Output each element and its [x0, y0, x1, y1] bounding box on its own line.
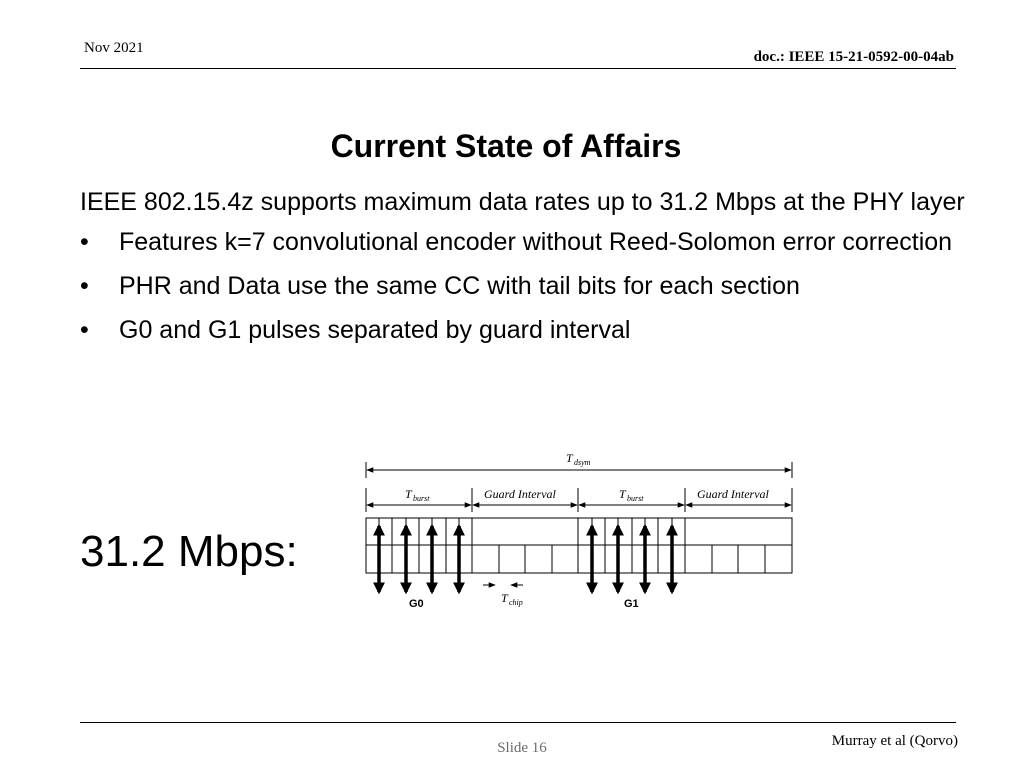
header-rule [80, 68, 956, 69]
burst-label-2: burst [627, 494, 644, 503]
burst-label-2-t: T [619, 487, 626, 501]
header-document-id: doc.: IEEE 15-21-0592-00-04ab [753, 49, 954, 65]
guard-interval-label-1: Guard Interval [484, 487, 556, 501]
bullet-text: G0 and G1 pulses separated by guard interval [119, 316, 631, 344]
g1-label: G1 [624, 598, 639, 610]
symbol-duration-span [366, 451, 792, 478]
g0-label: G0 [409, 598, 424, 610]
bullet-icon: • [80, 316, 89, 344]
bullet-item [80, 226, 980, 258]
bullet-text: PHR and Data use the same CC with tail bits for each section [119, 272, 800, 300]
footer-author: Murray et al (Qorvo) [831, 733, 958, 749]
chip-grid [366, 518, 792, 573]
burst-label-1: burst [413, 494, 430, 503]
bullet-icon: • [80, 228, 89, 256]
bullet-icon: • [80, 272, 89, 300]
slide-number: Slide 16 [497, 740, 547, 756]
slide-body [80, 186, 980, 358]
footer-rule [80, 722, 956, 723]
chip-duration-indicator [483, 585, 523, 607]
symbol-duration-label: dsym [574, 458, 591, 467]
chip-duration-label: chip [509, 598, 523, 607]
bullet-text: Features k=7 convolutional encoder without Reed-Solomon error correction [119, 228, 953, 256]
guard-interval-label-2: Guard Interval [697, 487, 769, 501]
bullet-list [80, 226, 980, 346]
symbol-duration-t: T [566, 451, 573, 465]
segment-labels [405, 487, 770, 503]
chip-duration-t: T [501, 591, 508, 605]
data-rate-label: 31.2 Mbps: [80, 527, 298, 576]
header-date: Nov 2021 [84, 40, 144, 56]
burst-timing-diagram [355, 448, 805, 620]
slide-title: Current State of Affairs [330, 128, 682, 164]
bullet-item [80, 270, 980, 302]
bullet-item [80, 314, 980, 346]
burst-label-1-t: T [405, 487, 412, 501]
lead-paragraph: IEEE 802.15.4z supports maximum data rates up to 31.2 Mbps at the PHY layer [80, 188, 965, 216]
